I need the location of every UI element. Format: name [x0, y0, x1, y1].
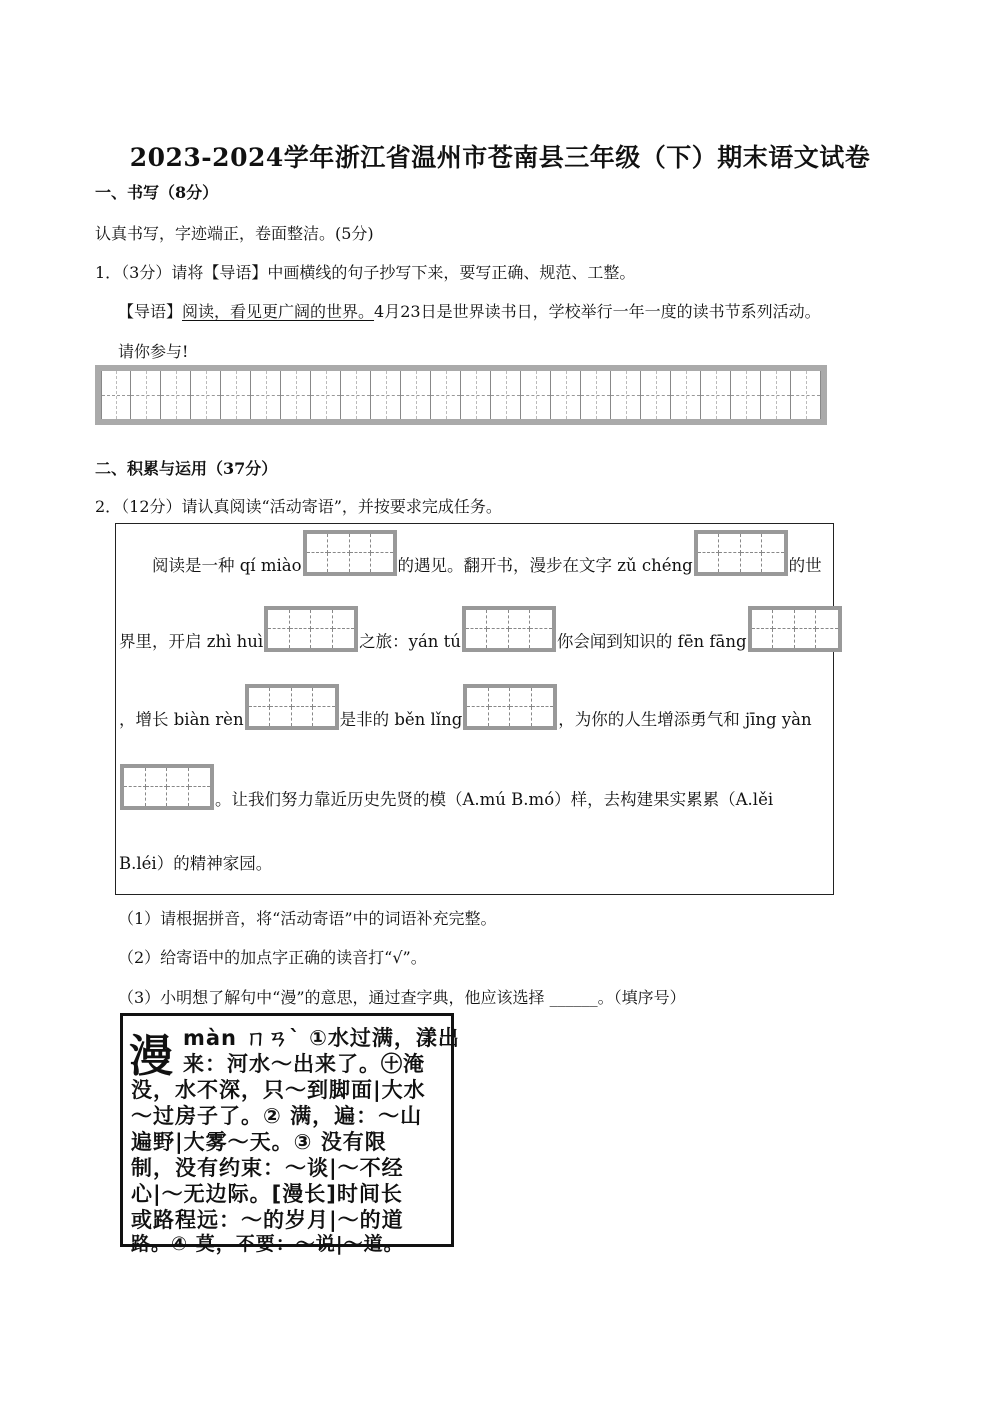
question-1: 1．（3分）请将【导语】中画横线的句子抄写下来，要写正确、规范、工整。	[95, 263, 636, 282]
lead-line-2: 请你参与!	[118, 342, 189, 361]
answer-box-benling[interactable]	[463, 684, 557, 730]
passage-line-5: B.léi）的精神家园。	[119, 854, 273, 873]
lead-paragraph	[118, 299, 821, 322]
writing-cell[interactable]	[251, 371, 281, 419]
writing-cell[interactable]	[341, 371, 371, 419]
definition-line: ～过房子了。② 满，遍：～山	[131, 1104, 423, 1128]
passage-text: 是非的 běn lǐng	[339, 710, 463, 729]
page-title: 2023-2024学年浙江省温州市苍南县三年级（下）期末语文试卷	[129, 143, 871, 172]
definition-line: 来：河水～出来了。㊉淹	[183, 1052, 425, 1076]
activity-message-box	[115, 523, 834, 895]
writing-cell[interactable]	[701, 371, 731, 419]
passage-text: ，为你的人生增添勇气和 jīng yàn	[558, 710, 812, 729]
definition-line: 制，没有约束：～谈|～不经	[131, 1156, 404, 1180]
writing-cell[interactable]	[191, 371, 221, 419]
writing-cell[interactable]	[611, 371, 641, 419]
definition-line: 没，水不深，只～到脚面|大水	[131, 1078, 426, 1102]
passage-line-4	[119, 764, 773, 810]
passage-text: 阅读是一种 qí miào	[152, 556, 302, 575]
passage-text: ，增长 biàn rèn	[119, 710, 244, 729]
answer-box-fenfang[interactable]	[748, 606, 842, 652]
writing-instruction: 认真书写，字迹端正，卷面整洁。(5分)	[95, 224, 374, 243]
writing-cell[interactable]	[101, 371, 131, 419]
passage-text: 你会闻到知识的 fēn fāng	[556, 632, 747, 651]
answer-box-bianren[interactable]	[245, 684, 339, 730]
writing-cell[interactable]	[491, 371, 521, 419]
question-2: 2．（12分）请认真阅读“活动寄语”，并按要求完成任务。	[95, 497, 502, 516]
writing-cell[interactable]	[311, 371, 341, 419]
writing-cell[interactable]	[791, 371, 821, 419]
writing-cell[interactable]	[161, 371, 191, 419]
writing-cell[interactable]	[221, 371, 251, 419]
answer-box-qimiao[interactable]	[303, 530, 397, 576]
pinyin-text: màn ㄇㄢˋ	[183, 1026, 301, 1050]
definition-line: 遍野|大雾～天。③ 没有限	[131, 1130, 387, 1154]
definition-line: ①水过满，漾出	[309, 1026, 460, 1050]
answer-box-zucheng[interactable]	[694, 530, 788, 576]
definition-line: 或路程远：～的岁月|～的道	[131, 1208, 404, 1232]
sub-question-2: （2）给寄语中的加点字正确的读音打“√”。	[118, 948, 427, 967]
definition-line: 心|～无边际。[漫长]时间长	[131, 1182, 403, 1206]
copy-writing-grid[interactable]	[95, 365, 827, 425]
writing-cell[interactable]	[581, 371, 611, 419]
answer-box-jingyan[interactable]	[120, 764, 214, 810]
writing-cell[interactable]	[521, 371, 551, 419]
writing-cell[interactable]	[551, 371, 581, 419]
writing-cell[interactable]	[401, 371, 431, 419]
definition-line: 路。④ 莫，不要：～说|～道。	[131, 1233, 404, 1255]
writing-cell[interactable]	[131, 371, 161, 419]
lead-underlined-sentence: 阅读，看见更广阔的世界。	[182, 302, 375, 321]
answer-box-yantu[interactable]	[462, 606, 556, 652]
passage-text: 之旅：yán tú	[359, 632, 461, 651]
writing-cell[interactable]	[281, 371, 311, 419]
sub-question-1: （1）请根据拼音，将“活动寄语”中的词语补充完整。	[118, 909, 497, 928]
lead-rest: 4月23日是世界读书日，学校举行一年一度的读书节系列活动。	[374, 302, 821, 321]
writing-cell[interactable]	[731, 371, 761, 419]
writing-cell[interactable]	[671, 371, 701, 419]
passage-text: 。让我们努力靠近历史先贤的模（A.mú B.mó）样，去构建果实累累（A.lěi	[215, 790, 774, 809]
writing-cell[interactable]	[641, 371, 671, 419]
answer-box-zhihui[interactable]	[264, 606, 358, 652]
dictionary-headword: 漫	[129, 1031, 173, 1082]
writing-cell[interactable]	[431, 371, 461, 419]
section-2-heading: 二、积累与运用（37分）	[95, 459, 278, 478]
section-1-heading: 一、书写（8分）	[95, 183, 219, 202]
writing-cell[interactable]	[371, 371, 401, 419]
passage-line-1	[152, 530, 822, 576]
passage-line-3	[119, 684, 812, 730]
passage-text: 的遇见。翻开书，漫步在文字 zǔ chéng	[397, 556, 693, 575]
writing-cell[interactable]	[761, 371, 791, 419]
writing-cell[interactable]	[461, 371, 491, 419]
dictionary-entry-image	[120, 1013, 460, 1255]
sub-question-3: （3）小明想了解句中“漫”的意思，通过查字典，他应该选择 ______。（填序号）	[118, 988, 686, 1007]
passage-text: 的世	[788, 556, 822, 575]
lead-label: 【导语】	[118, 302, 183, 321]
passage-text: 界里，开启 zhì huì	[119, 632, 264, 651]
passage-line-2	[119, 606, 843, 652]
